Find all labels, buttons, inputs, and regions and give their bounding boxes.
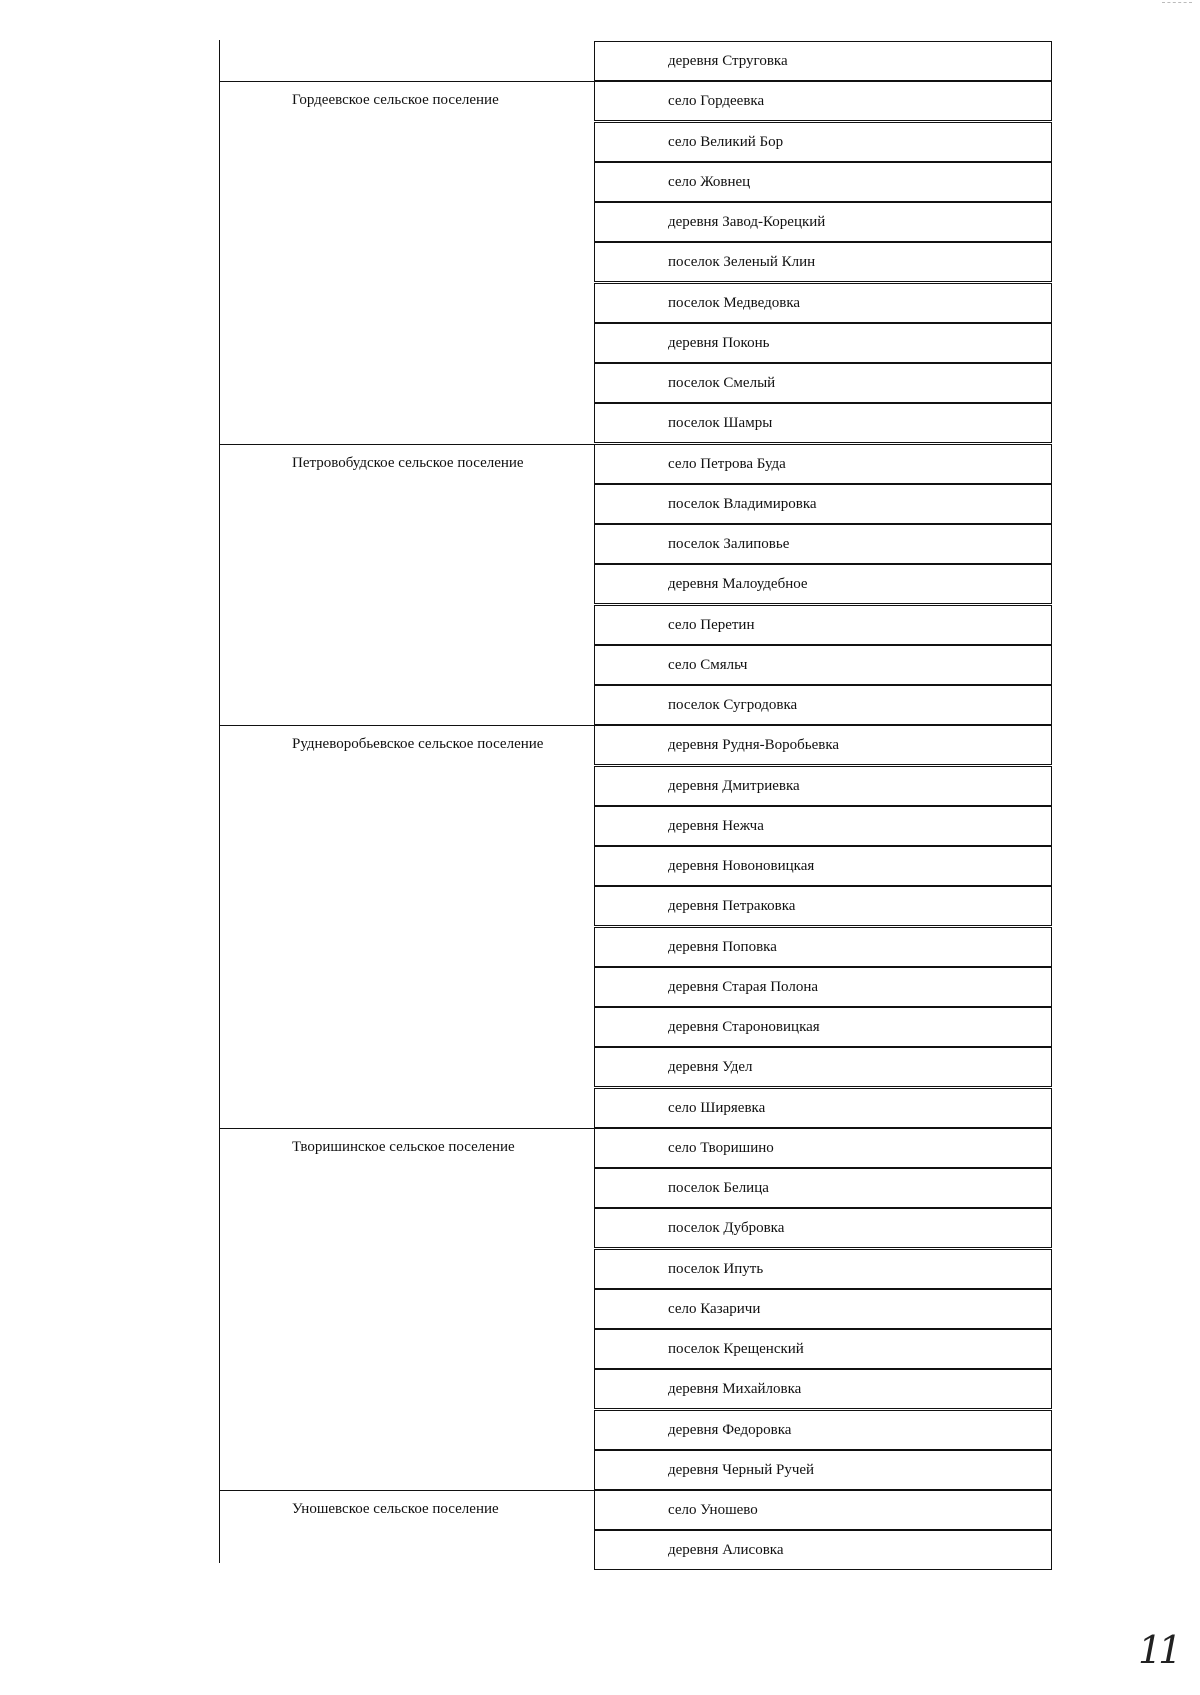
village-row (594, 1249, 1052, 1289)
village-row (594, 1128, 1052, 1168)
village-name: поселок Зеленый Клин (668, 254, 816, 271)
village-row (594, 564, 1052, 604)
village-row (594, 403, 1052, 443)
village-name: деревня Струговка (668, 53, 788, 69)
village-name: деревня Рудня-Воробьевка (668, 737, 840, 754)
village-name: поселок Белица (668, 1180, 769, 1196)
village-row (594, 1329, 1052, 1369)
village-name: поселок Дубровка (668, 1220, 785, 1237)
village-name: деревня Алисовка (668, 1542, 784, 1559)
village-name: деревня Новоновицкая (668, 858, 815, 874)
village-name: село Казаричи (668, 1300, 761, 1317)
settlement-name: Гордеевское сельское поселение (292, 92, 499, 109)
village-name: деревня Старая Полона (668, 978, 819, 995)
village-row (594, 846, 1052, 886)
village-name: село Гордеевка (668, 93, 765, 110)
settlement-name: Творишинское сельское поселение (292, 1138, 515, 1155)
village-row (594, 1208, 1052, 1248)
group-divider (219, 725, 595, 726)
page-number: 11 (1138, 1628, 1179, 1672)
village-row (594, 1490, 1052, 1530)
village-name: деревня Поконь (668, 334, 770, 351)
village-name: село Петрова Буда (668, 455, 786, 472)
village-row (594, 645, 1052, 685)
village-name: деревня Поповка (668, 938, 777, 955)
village-name: поселок Медведовка (668, 294, 801, 311)
village-row (594, 806, 1052, 846)
village-row (594, 886, 1052, 926)
village-row (594, 927, 1052, 967)
village-name: поселок Владимировка (668, 495, 817, 512)
village-name: село Уношево (668, 1502, 758, 1518)
village-row (594, 81, 1052, 121)
scan-mark (1162, 2, 1192, 4)
village-row (594, 1410, 1052, 1450)
village-name: деревня Староновицкая (668, 1019, 820, 1035)
village-name: деревня Нежча (668, 817, 764, 834)
village-row (594, 363, 1052, 403)
village-name: деревня Удел (668, 1059, 753, 1076)
village-row (594, 1289, 1052, 1329)
village-name: село Перетин (668, 616, 755, 633)
group-divider (219, 1128, 595, 1129)
village-row (594, 283, 1052, 323)
village-row (594, 1450, 1052, 1490)
table-left-border (219, 40, 220, 1563)
village-row (594, 605, 1052, 645)
village-row (594, 41, 1052, 81)
village-name: село Ширяевка (668, 1099, 766, 1116)
village-row (594, 1047, 1052, 1087)
village-row (594, 1369, 1052, 1409)
village-name: поселок Крещенский (668, 1341, 804, 1357)
village-name: деревня Дмитриевка (668, 777, 800, 794)
village-name: село Творишино (668, 1139, 774, 1156)
village-name: село Жовнец (668, 173, 751, 190)
village-name: деревня Федоровка (668, 1421, 792, 1438)
village-row (594, 967, 1052, 1007)
group-divider (219, 444, 595, 445)
village-name: село Великий Бор (668, 133, 784, 150)
village-row (594, 242, 1052, 282)
village-row (594, 1007, 1052, 1047)
settlement-name: Уношевское сельское поселение (292, 1501, 499, 1517)
village-name: поселок Залиповье (668, 536, 790, 552)
village-name: поселок Шамры (668, 415, 773, 432)
group-divider (219, 81, 595, 82)
village-name: деревня Черный Ручей (668, 1461, 815, 1478)
village-row (594, 484, 1052, 524)
village-row (594, 725, 1052, 765)
village-name: село Смяльч (668, 656, 748, 673)
group-divider (219, 1490, 595, 1491)
village-name: поселок Ипуть (668, 1260, 764, 1277)
village-row (594, 323, 1052, 363)
village-row (594, 1530, 1052, 1570)
village-name: поселок Сугродовка (668, 697, 798, 713)
village-row (594, 202, 1052, 242)
village-row (594, 1168, 1052, 1208)
village-row (594, 162, 1052, 202)
village-row (594, 524, 1052, 564)
settlement-name: Петровобудское сельское поселение (292, 454, 524, 471)
village-row (594, 685, 1052, 725)
village-name: деревня Малоудебное (668, 576, 808, 593)
village-name: деревня Петраковка (668, 898, 796, 915)
village-name: деревня Михайловка (668, 1381, 802, 1398)
village-name: поселок Смелый (668, 375, 776, 391)
village-row (594, 1088, 1052, 1128)
village-name: деревня Завод-Корецкий (668, 214, 826, 230)
settlement-name: Рудневоробьевское сельское поселение (292, 736, 544, 753)
village-row (594, 444, 1052, 484)
village-row (594, 766, 1052, 806)
village-row (594, 122, 1052, 162)
